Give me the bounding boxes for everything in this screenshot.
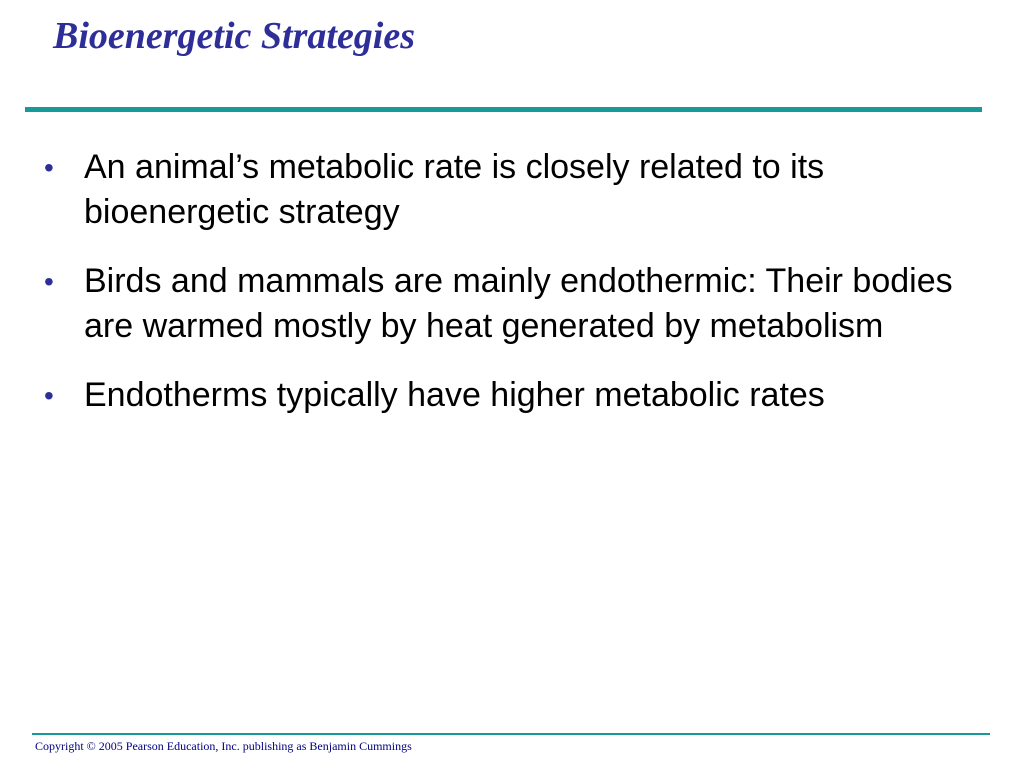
bullet-dot-icon: • xyxy=(44,152,54,183)
bullet-text: Birds and mammals are mainly endothermic: Their bodies are warmed mostly by heat generated by metabolism xyxy=(84,262,953,345)
title-divider xyxy=(25,107,982,112)
bullet-dot-icon: • xyxy=(44,266,54,297)
bullet-item xyxy=(44,373,994,418)
bullet-text: An animal’s metabolic rate is closely related to its bioenergetic strategy xyxy=(84,148,825,231)
copyright-footer: Copyright © 2005 Pearson Education, Inc. publishing as Benjamin Cummings xyxy=(35,739,412,753)
bullet-text: Endotherms typically have higher metabolic rates xyxy=(84,376,825,414)
bullet-list xyxy=(44,145,994,442)
bullet-item xyxy=(44,259,994,349)
bullet-dot-icon: • xyxy=(44,380,54,411)
footer-divider xyxy=(32,733,990,735)
slide-title: Bioenergetic Strategies xyxy=(53,15,416,57)
bullet-item xyxy=(44,145,994,235)
